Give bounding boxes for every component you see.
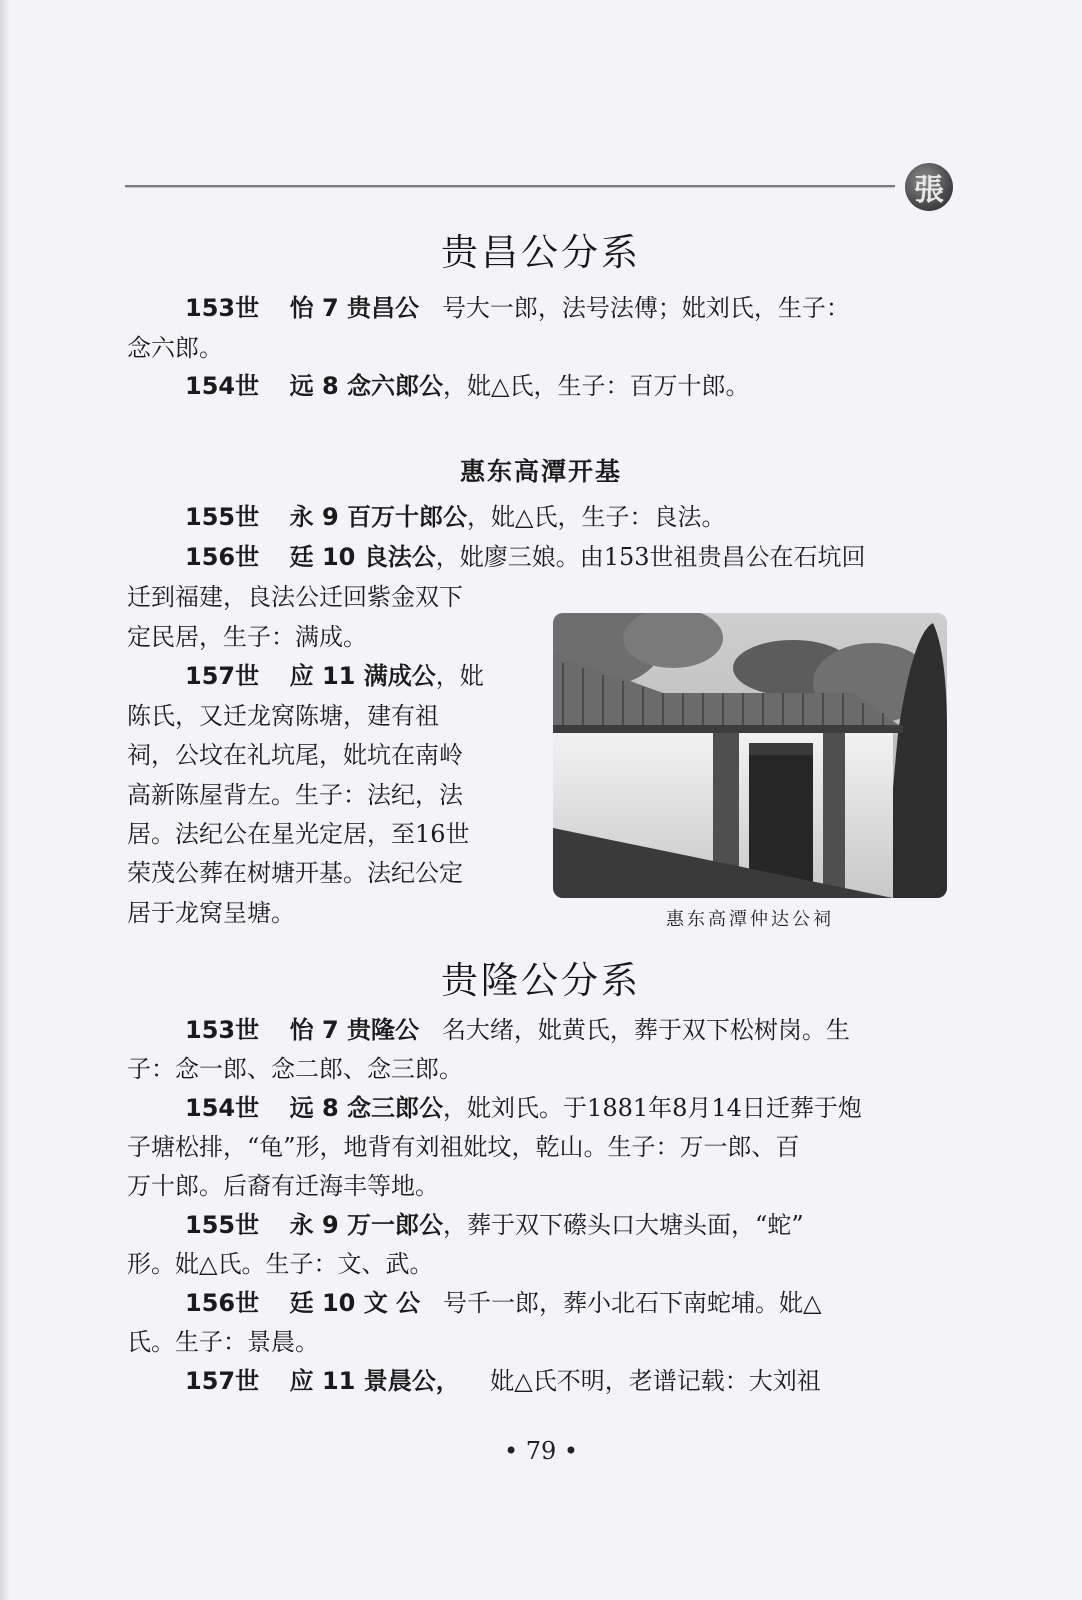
entry-line: 156世 廷 10 良法公，妣廖三娘。由153世祖贵昌公在石坑回	[185, 543, 866, 571]
entry-line: 154世 远 8 念六郎公，妣△氏，生子：百万十郎。	[185, 372, 750, 400]
entry-line: 155世 永 9 百万十郎公，妣△氏，生子：良法。	[185, 503, 726, 531]
entry-line: 氏。生子：景晨。	[127, 1328, 319, 1356]
entry-line: 陈氏，又迁龙窝陈塘，建有祖	[127, 702, 439, 730]
entry-line: 子塘松排，“龟”形，地背有刘祖妣坟，乾山。生子：万一郎、百	[127, 1133, 800, 1161]
entry-line: 万十郎。后裔有迁海丰等地。	[127, 1172, 439, 1200]
entry-line: 荣茂公葬在树塘开基。法纪公定	[127, 859, 463, 887]
entry-line: 迁到福建，良法公迁回紫金双下	[127, 583, 463, 611]
page-number: • 79 •	[503, 1437, 579, 1465]
entry-line: 定民居，生子：满成。	[127, 623, 367, 651]
entry-line: 形。妣△氏。生子：文、武。	[127, 1250, 434, 1278]
entry-line: 居于龙窝呈塘。	[127, 899, 295, 927]
entry-line: 157世 应 11 满成公，妣	[185, 662, 484, 690]
header-rule	[125, 185, 895, 188]
entry-line: 157世 应 11 景晨公， 妣△氏不明，老谱记载：大刘祖	[185, 1367, 821, 1395]
entry-line: 154世 远 8 念三郎公，妣刘氏。于1881年8月14日迁葬于炮	[185, 1094, 862, 1122]
ancestral-hall-photo	[553, 613, 947, 898]
entry-line: 子：念一郎、念二郎、念三郎。	[127, 1055, 463, 1083]
photo-caption: 惠东高潭仲达公祠	[666, 909, 834, 930]
entry-line: 念六郎。	[127, 334, 223, 362]
entry-line: 153世 怡 7 贵隆公 名大绪，妣黄氏，葬于双下松树岗。生	[185, 1016, 850, 1044]
surname-seal: 張	[905, 163, 953, 211]
entry-line: 祠，公坟在礼坑尾，妣坑在南岭	[127, 741, 463, 769]
section-title-guilong: 贵隆公分系	[441, 959, 641, 1002]
subsection-title-huidong: 惠东高潭开基	[459, 457, 622, 486]
entry-line: 155世 永 9 万一郎公，葬于双下礤头口大塘头面，“蛇”	[185, 1211, 804, 1239]
entry-line: 居。法纪公在星光定居，至16世	[127, 820, 470, 848]
entry-line: 156世 廷 10 文 公 号千一郎，葬小北石下南蛇埔。妣△	[185, 1289, 822, 1317]
entry-line: 153世 怡 7 贵昌公 号大一郎，法号法傅；妣刘氏，生子：	[185, 294, 850, 322]
section-title-guichang: 贵昌公分系	[441, 231, 641, 274]
entry-line: 高新陈屋背左。生子：法纪，法	[127, 781, 463, 809]
